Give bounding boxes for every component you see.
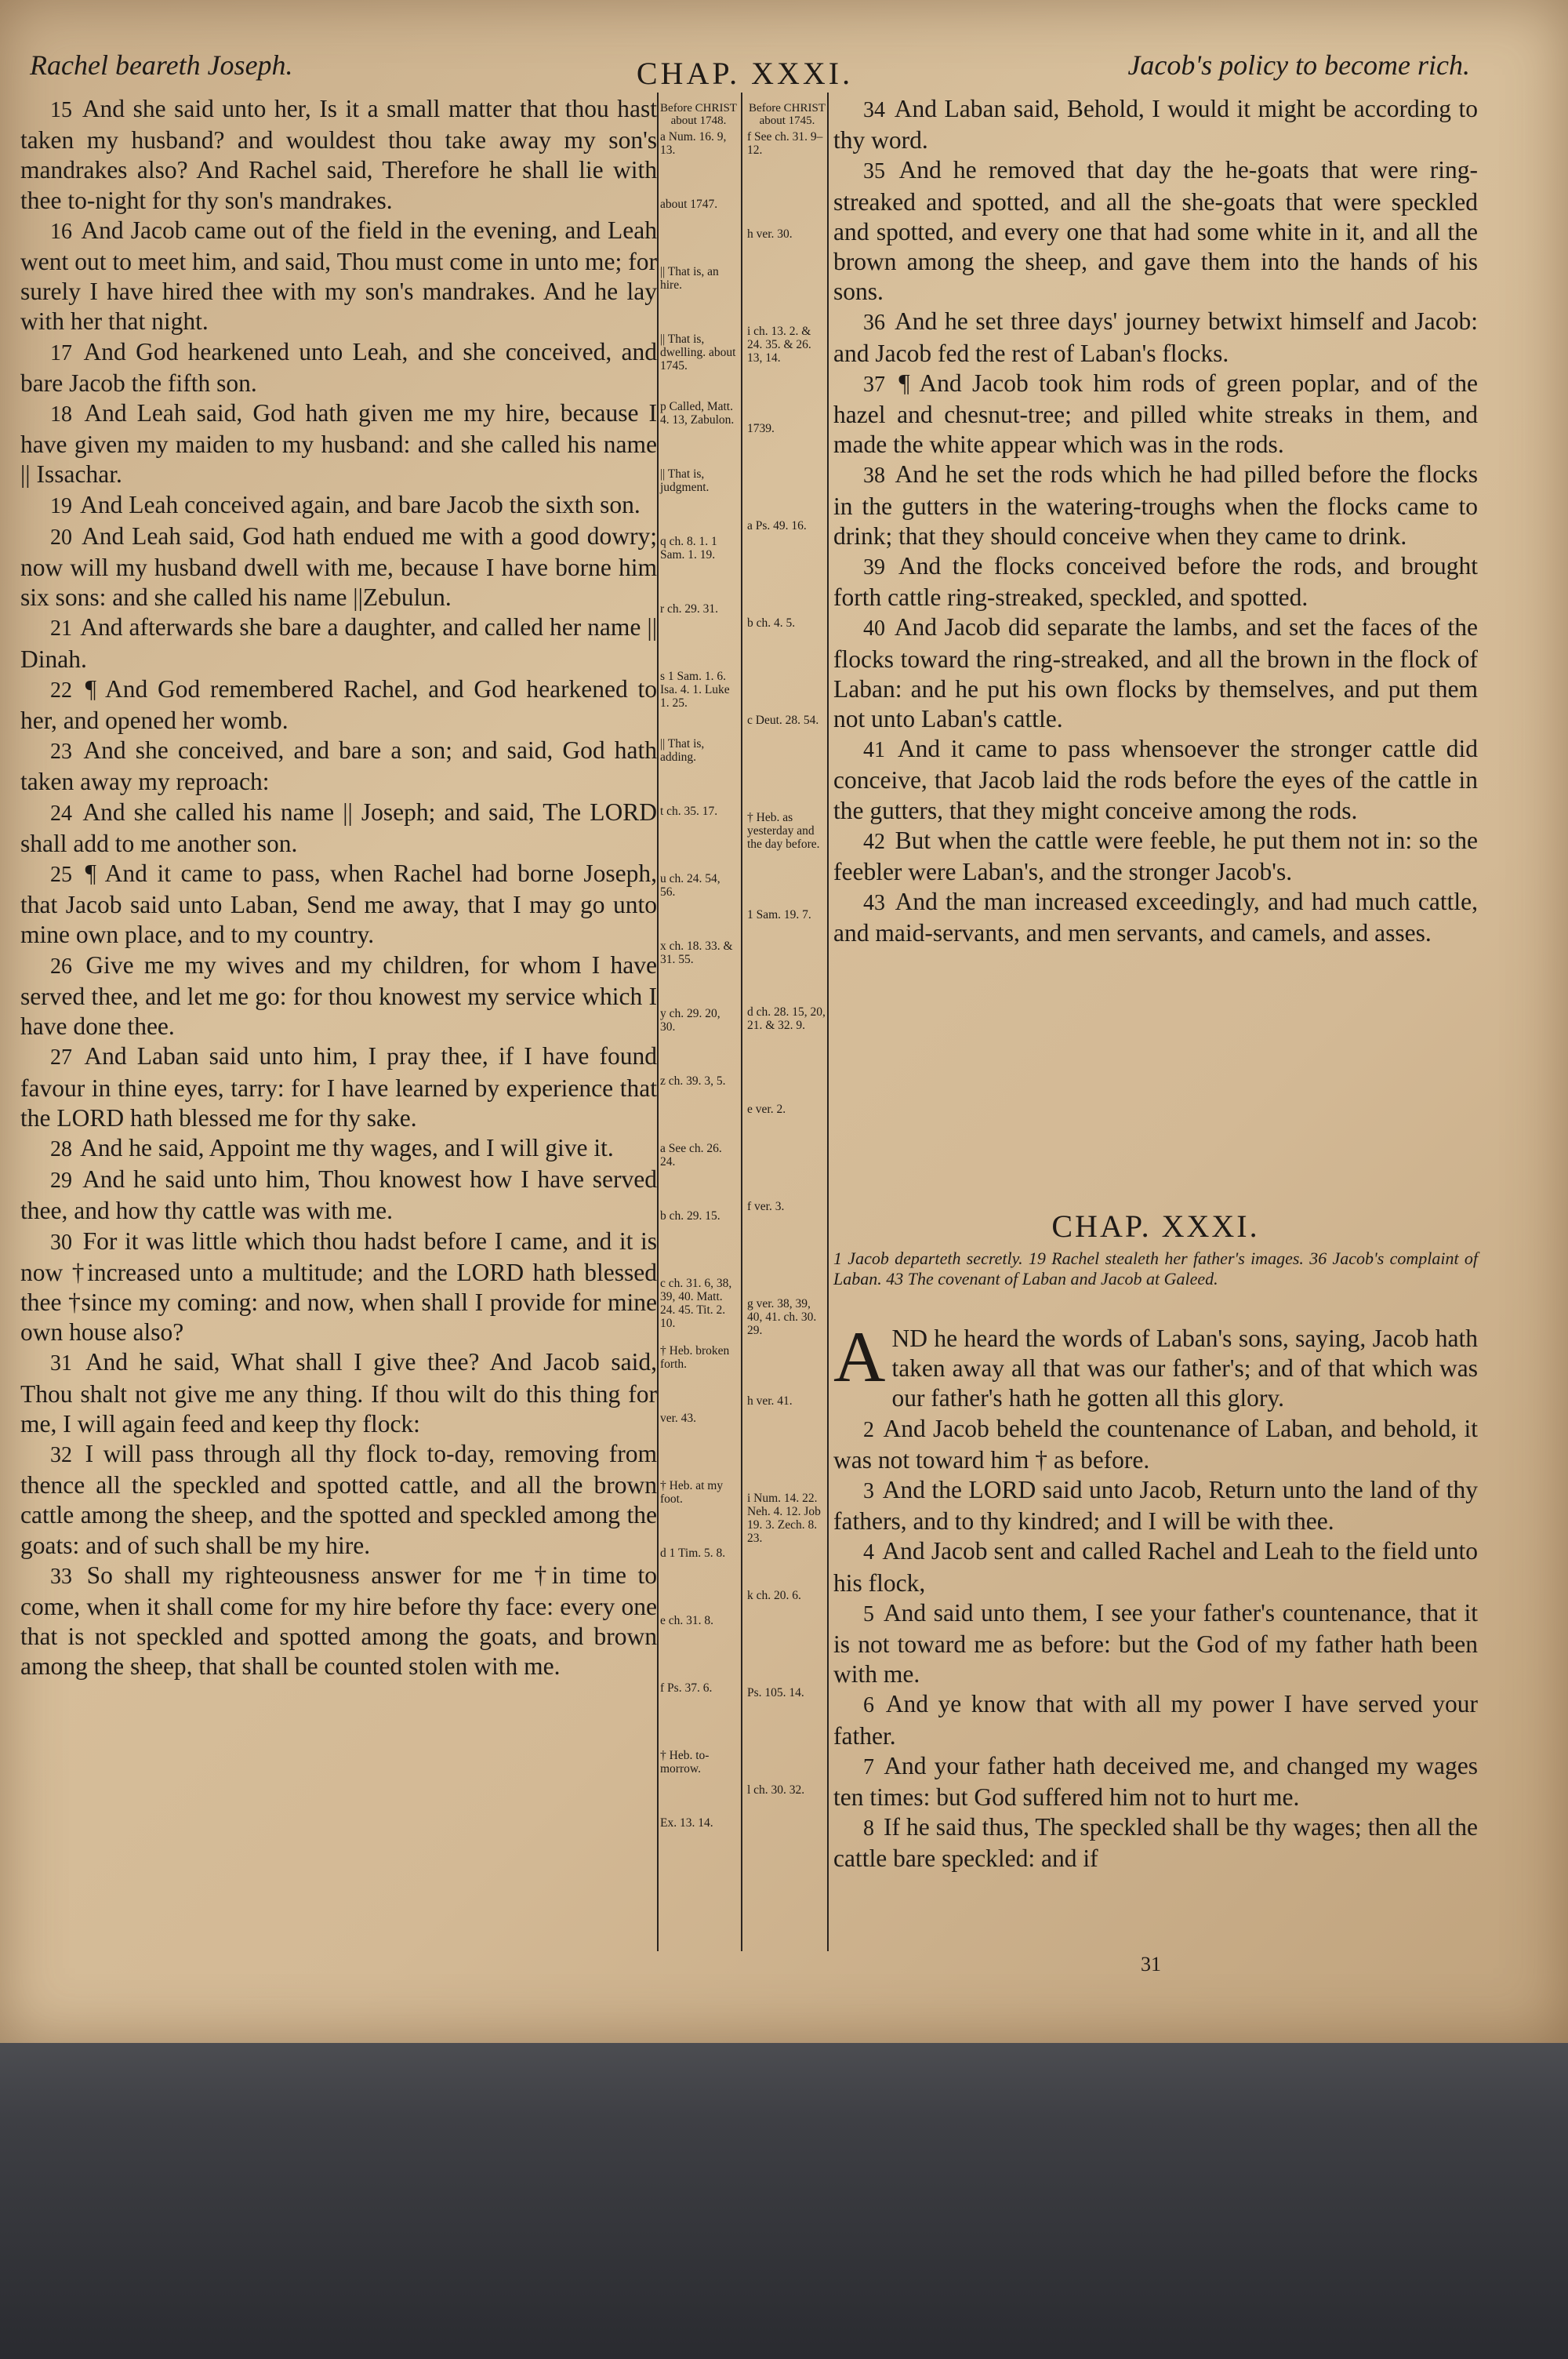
- verse-number: 39: [863, 555, 885, 580]
- verse-text: I will pass through all thy flock to-day, removing from thence all the speckled and spotted cattle, and all the brown cattle among the sheep, and the spotted and speckled among the goats: and of such shall be my hire.: [20, 1439, 658, 1559]
- verse-number: 19: [50, 493, 72, 518]
- verse: [20, 736, 657, 797]
- page-number: 31: [1141, 1953, 1161, 1976]
- verse-number: 40: [863, 616, 885, 642]
- verse-text: But when the cattle were feeble, he put them not in: so the feebler were Laban's, and the stronger Jacob's.: [833, 826, 1479, 886]
- verse-text: And Leah conceived again, and bare Jacob the sixth son.: [80, 490, 641, 518]
- margin-note: s 1 Sam. 1. 6. Isa. 4. 1. Luke 1. 25.: [660, 670, 730, 710]
- verse-number: 31: [50, 1351, 72, 1376]
- verse: [20, 951, 657, 1042]
- margin-note: x ch. 18. 33. & 31. 55.: [660, 940, 733, 966]
- verse: [20, 859, 657, 951]
- verse-text: And she called his name || Joseph; and said, The LORD shall add to me another son.: [20, 798, 657, 857]
- verse: [833, 1414, 1478, 1475]
- verse-number: 6: [863, 1693, 874, 1718]
- margin-note: Ps. 105. 14.: [747, 1686, 804, 1699]
- margin-note: b ch. 29. 15.: [660, 1209, 720, 1223]
- margin-note: 1 Sam. 19. 7.: [747, 908, 811, 921]
- verse-number: 17: [50, 340, 72, 365]
- verse: [20, 1227, 657, 1348]
- verse-number: 23: [50, 740, 72, 765]
- verse-text: And Leah said, God hath endued me with a good dowry; now will my husband dwell with me, because I have borne him six sons: and she called his name ||Zebulun.: [20, 522, 657, 612]
- verse-number: 36: [863, 311, 885, 336]
- margin-note: i Num. 14. 22. Neh. 4. 12. Job 19. 3. Zech. 8. 23.: [747, 1492, 821, 1545]
- verse-text: And it came to pass whensoever the stronger cattle did conceive, that Jacob laid the rods before the eyes of the cattle in the gutters, that they might conceive among the rods.: [833, 735, 1479, 824]
- verse-text: And Jacob did separate the lambs, and set the faces of the flocks toward the ring-streaked, and all the brown in the flock of Laban: and he put his own flocks by themselves, and put them not unto Laban's cattle.: [833, 613, 1478, 733]
- verse: [833, 307, 1478, 368]
- verse: [20, 490, 657, 522]
- margin-note: Ex. 13. 14.: [660, 1816, 713, 1830]
- verse-text: And Laban said, Behold, I would it might be according to thy word.: [833, 95, 1478, 154]
- verse-text: And Jacob came out of the field in the evening, and Leah went out to meet him, and said, Thou must come in unto me; for surely I have hired thee with my son's mandrakes. And he lay with her that night.: [20, 216, 658, 336]
- chapter-summary: 1 Jacob departeth secretly. 19 Rachel stealeth her father's images. 36 Jacob's complaint of Laban. 43 The covenant of Laban and Jacob at Galeed.: [833, 1249, 1478, 1289]
- verse-number: 21: [50, 616, 72, 642]
- verse: [20, 1041, 657, 1133]
- margin-note: a See ch. 26. 24.: [660, 1142, 722, 1169]
- margin-note: i ch. 13. 2. & 24. 35. & 26. 13, 14.: [747, 325, 811, 365]
- verse-text: And he said unto him, Thou knowest how I have served thee, and how thy cattle was with me.: [20, 1165, 657, 1225]
- margin-note: c Deut. 28. 54.: [747, 714, 819, 727]
- column-rule: [741, 93, 742, 1951]
- verse: [833, 551, 1478, 612]
- margin-note: b ch. 4. 5.: [747, 616, 796, 630]
- margin-note: t ch. 35. 17.: [660, 805, 718, 818]
- margin-note: || That is, an hire.: [660, 265, 719, 292]
- margin-note: about 1747.: [660, 198, 718, 211]
- verse-number: 34: [863, 98, 885, 122]
- chapter-text: [833, 1317, 1479, 1874]
- margin-note: y ch. 29. 20, 30.: [660, 1007, 720, 1034]
- margin-note: l ch. 30. 32.: [747, 1783, 805, 1797]
- verse: [833, 1812, 1478, 1874]
- verse-text: And he removed that day the he-goats that were ring-streaked and spotted, and all the she-goats that were speckled and spotted, and every one that had some white in it, and all the brown among the sheep, and gave them into the hands of his sons.: [833, 156, 1479, 306]
- verse-number: 26: [50, 954, 72, 979]
- margin-note: c ch. 31. 6, 38, 39, 40. Matt. 24. 45. Tit. 2. 10.: [660, 1277, 732, 1330]
- verse: [833, 1751, 1478, 1812]
- verse: [20, 398, 657, 490]
- verse-text: So shall my righteousness answer for me †in time to come, when it shall come for my hire before thy face: every one that is not speckled and spotted among the goats, and brown among the sheep, that shall be counted stolen with me.: [20, 1561, 658, 1681]
- verse-text: Give me my wives and my children, for whom I have served thee, and let me go: for thou knowest my service which I have done thee.: [20, 951, 658, 1041]
- verse-text: And the LORD said unto Jacob, Return unto the land of thy fathers, and to thy kindred; and I will be with thee.: [833, 1476, 1478, 1536]
- margin-note: † Heb. as yesterday and the day before.: [747, 811, 820, 851]
- margin-note: z ch. 39. 3, 5.: [660, 1074, 726, 1088]
- verse-number: 16: [50, 219, 72, 244]
- verse-text: And God hearkened unto Leah, and she conceived, and bare Jacob the fifth son.: [20, 337, 658, 397]
- verse: [833, 887, 1478, 948]
- verse-number: 5: [863, 1601, 874, 1627]
- margin-note: † Heb. to-morrow.: [660, 1749, 710, 1776]
- verse-number: 2: [863, 1417, 874, 1442]
- verse-text: And Jacob sent and called Rachel and Leah to the field unto his flock,: [833, 1537, 1479, 1597]
- verse: [833, 1536, 1478, 1598]
- verse-number: 28: [50, 1136, 72, 1161]
- verse-number: 3: [863, 1479, 874, 1504]
- verse-text: And she said unto her, Is it a small matter that thou hast taken my husband? and wouldest thou take away my son's mandrakes also? And Rachel said, Therefore he shall lie with thee to-night for thy son's mandrakes.: [20, 95, 658, 214]
- margin-note: f Ps. 37. 6.: [660, 1681, 713, 1695]
- verse-number: 25: [50, 863, 72, 888]
- verse-number: 24: [50, 801, 72, 826]
- margin-note: 1739.: [747, 422, 775, 435]
- margin-note: a Num. 16. 9, 13.: [660, 130, 727, 157]
- verse-text: And the flocks conceived before the rods, and brought forth cattle ring-streaked, speckled, and spotted.: [833, 552, 1478, 612]
- verse-text: ¶ And Jacob took him rods of green poplar, and of the hazel and chesnut-tree; and pilled white streaks in them, and made the white appear which was in the rods.: [833, 369, 1479, 459]
- verse-number: 37: [863, 372, 885, 397]
- margin-note: a Ps. 49. 16.: [747, 519, 807, 533]
- verse-text: ¶ And God remembered Rachel, and God hearkened to her, and opened her womb.: [20, 674, 657, 735]
- verse-number: 41: [863, 738, 885, 763]
- verse-text: And he set three days' journey betwixt himself and Jacob: and Jacob fed the rest of Laban's flocks.: [833, 307, 1478, 367]
- verse-number: 38: [863, 463, 885, 489]
- margin-references-a: [660, 102, 737, 1934]
- verse-text: ND he heard the words of Laban's sons, saying, Jacob hath taken away all that was our father's; and of that which was our father's hath he gotten all this glory.: [891, 1325, 1478, 1412]
- verse-text: And the man increased exceedingly, and had much cattle, and maid-servants, and men servants, and camels, and asses.: [833, 888, 1478, 947]
- margin-note: h ver. 30.: [747, 227, 793, 241]
- chapter-title: CHAP. XXXI.: [1051, 1209, 1260, 1244]
- verse-text: And ye know that with all my power I have served your father.: [833, 1690, 1478, 1750]
- verse: [20, 674, 657, 736]
- margin-date-heading: Before CHRIST about 1745.: [749, 102, 826, 127]
- margin-note: e ch. 31. 8.: [660, 1614, 714, 1627]
- verse: [20, 337, 657, 398]
- column-rule: [657, 93, 659, 1951]
- verse: [20, 1165, 657, 1226]
- verse: [833, 369, 1478, 460]
- verse-number: 18: [50, 402, 72, 427]
- verse: [833, 612, 1478, 734]
- verse-text: And said unto them, I see your father's countenance, that it is not toward me as before: but the God of my father hath been with me.: [833, 1598, 1478, 1688]
- verse-text: And Laban said unto him, I pray thee, if I have found favour in thine eyes, tarry: for I have learned by experience that the LORD hath blessed me for thy sake.: [20, 1042, 657, 1132]
- margin-note: r ch. 29. 31.: [660, 602, 719, 616]
- verse-number: 33: [50, 1564, 72, 1589]
- verse: [833, 734, 1478, 826]
- verse-text: And Jacob beheld the countenance of Laban, and behold, it was not toward him † as before.: [833, 1414, 1478, 1474]
- verse: [833, 826, 1478, 887]
- margin-note: || That is, adding.: [660, 737, 705, 764]
- margin-note: d ch. 28. 15, 20, 21. & 32. 9.: [747, 1005, 826, 1032]
- verse-text: If he said thus, The speckled shall be thy wages; then all the cattle bare speckled: and if: [833, 1813, 1478, 1873]
- verse-number: 20: [50, 525, 72, 550]
- column-rule: [827, 93, 829, 1951]
- verse-number: 43: [863, 891, 885, 916]
- margin-note: || That is, judgment.: [660, 467, 710, 494]
- verse-1: [833, 1317, 1478, 1414]
- verse-number: 8: [863, 1816, 874, 1841]
- left-text-column: [20, 94, 657, 1682]
- margin-note: p Called, Matt. 4. 13, Zabulon.: [660, 400, 735, 427]
- verse: [20, 1561, 657, 1682]
- verse: [833, 460, 1478, 551]
- margin-note: u ch. 24. 54, 56.: [660, 872, 720, 899]
- verse-text: And afterwards she bare a daughter, and called her name || Dinah.: [20, 613, 657, 673]
- verse-number: 15: [50, 98, 72, 122]
- verse-number: 35: [863, 159, 885, 184]
- margin-note: || That is, dwelling. about 1745.: [660, 333, 736, 373]
- verse-number: 7: [863, 1754, 874, 1779]
- drop-cap: A: [833, 1317, 886, 1397]
- verse-number: 27: [50, 1045, 72, 1070]
- margin-note: e ver. 2.: [747, 1103, 786, 1116]
- verse-number: 4: [863, 1540, 874, 1565]
- verse: [20, 94, 657, 216]
- verse-text: And your father hath deceived me, and changed my wages ten times: but God suffered him not to hurt me.: [833, 1751, 1478, 1812]
- verse-text: And he said, Appoint me thy wages, and I will give it.: [80, 1133, 614, 1161]
- verse-text: And he said, What shall I give thee? And Jacob said, Thou shalt not give me any thing. If thou wilt do this thing for me, I will again feed and keep thy flock:: [20, 1348, 658, 1438]
- verse: [833, 1598, 1478, 1690]
- margin-date-heading: Before CHRIST about 1748.: [660, 102, 737, 127]
- verse-number: 29: [50, 1169, 72, 1194]
- margin-note: q ch. 8. 1. 1 Sam. 1. 19.: [660, 535, 717, 562]
- verse: [833, 1689, 1478, 1750]
- running-head-left: Rachel beareth Joseph.: [30, 49, 293, 81]
- verse-text: And she conceived, and bare a son; and said, God hath taken away my reproach:: [20, 736, 657, 796]
- verse-text: And Leah said, God hath given me my hire, because I have given my maiden to my husband: and she called his name || Issachar.: [20, 399, 657, 489]
- margin-note: † Heb. at my foot.: [660, 1479, 724, 1506]
- verse-number: 32: [50, 1442, 72, 1467]
- verse: [20, 1133, 657, 1165]
- verse: [20, 1439, 657, 1561]
- verse: [20, 798, 657, 859]
- verse: [20, 522, 657, 613]
- verse-number: 42: [863, 829, 885, 854]
- verse: [833, 1475, 1478, 1536]
- verse-text: For it was little which thou hadst before I came, and it is now †increased unto a multitude; and the LORD hath blessed thee †since my coming: and now, when shall I provide for mine own house also?: [20, 1227, 657, 1347]
- margin-note: g ver. 38, 39, 40, 41. ch. 30. 29.: [747, 1297, 817, 1337]
- verse: [20, 1347, 657, 1439]
- verse: [20, 612, 657, 674]
- verse: [833, 94, 1478, 155]
- margin-references-b: [747, 102, 827, 1934]
- margin-note: f ver. 3.: [747, 1200, 785, 1213]
- verse: [833, 155, 1478, 307]
- margin-note: ver. 43.: [660, 1412, 697, 1425]
- background-surface: [0, 1992, 1568, 2359]
- margin-note: f See ch. 31. 9–12.: [747, 130, 823, 157]
- verse-number: 30: [50, 1230, 72, 1255]
- right-text-column: [833, 94, 1478, 949]
- verse-text: ¶ And it came to pass, when Rachel had borne Joseph, that Jacob said unto Laban, Send me away, that I may go unto mine own place, and to my country.: [20, 860, 657, 949]
- chapter-heading: CHAP. XXXI.: [636, 56, 854, 91]
- verse-number: 22: [50, 678, 72, 703]
- margin-note: h ver. 41.: [747, 1394, 793, 1408]
- margin-note: k ch. 20. 6.: [747, 1589, 801, 1602]
- running-head-right: Jacob's policy to become rich.: [1127, 49, 1470, 81]
- verse: [20, 216, 657, 337]
- verse-text: And he set the rods which he had pilled before the flocks in the gutters in the watering-troughs when the flocks came to drink; that they should conceive when they came to drink.: [833, 460, 1478, 550]
- margin-note: d 1 Tim. 5. 8.: [660, 1547, 726, 1560]
- margin-note: † Heb. broken forth.: [660, 1344, 730, 1371]
